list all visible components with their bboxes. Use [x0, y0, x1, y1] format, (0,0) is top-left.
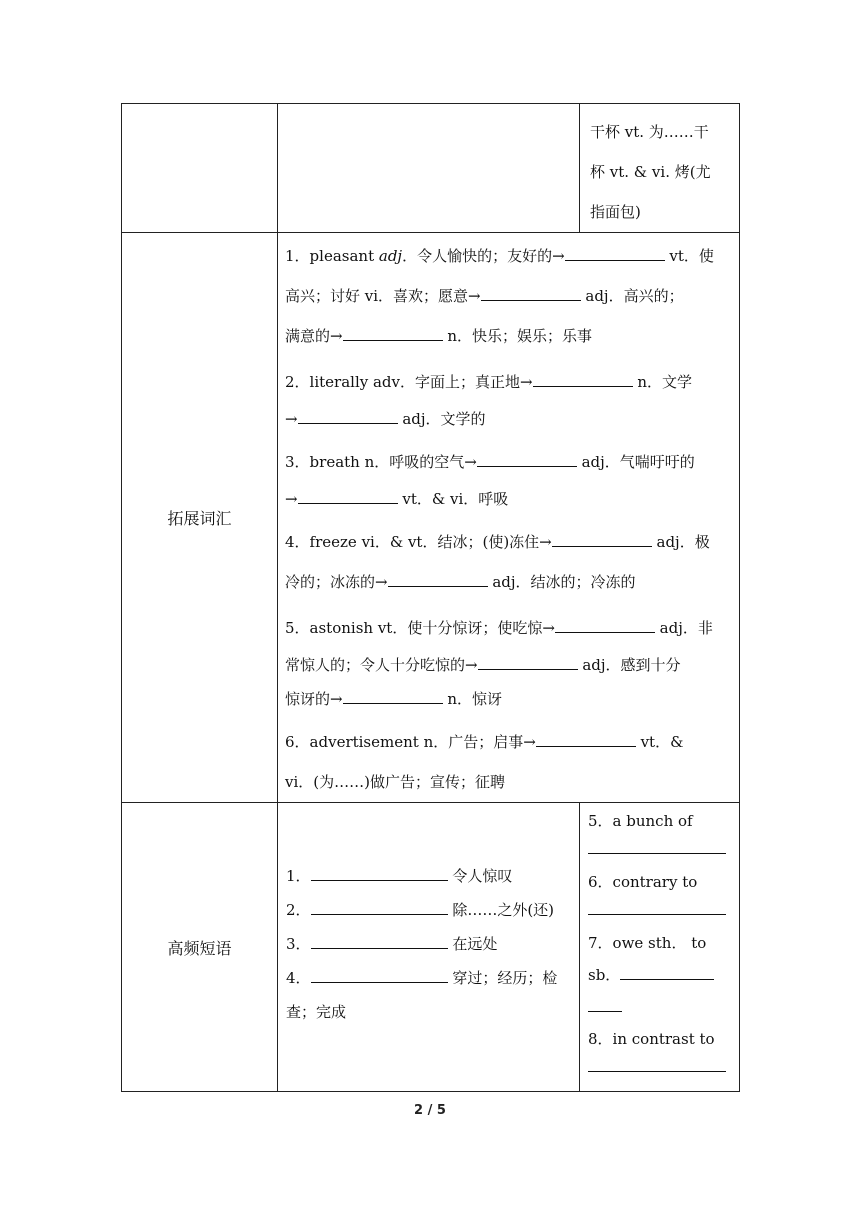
phrase-item-continued: [588, 991, 733, 1023]
answer-blank[interactable]: [588, 997, 622, 1012]
vocab-text: 满意的→: [285, 327, 343, 345]
vocab-text: adj．非: [654, 619, 713, 637]
vocab-line: [285, 562, 733, 602]
vocab-text: vt．& vi．呼吸: [397, 490, 509, 508]
vocab-text: 常惊人的；令人十分吃惊的→: [285, 656, 478, 674]
toast-line: 干杯 vt. 为……干: [590, 123, 709, 141]
vocab-text: vt．使: [664, 247, 714, 265]
answer-blank[interactable]: [588, 1055, 726, 1072]
phrase-item: 1． 令人惊叹: [286, 867, 513, 885]
answer-blank[interactable]: [311, 900, 448, 915]
toast-definition-cell: [580, 104, 740, 233]
vocab-text: ．令人愉快的；友好的→: [402, 247, 565, 265]
vocab-text: 5．astonish vt．使十分惊讶；使吃惊→: [285, 619, 555, 637]
answer-blank[interactable]: [477, 452, 577, 467]
answer-blank[interactable]: [620, 965, 714, 980]
answer-blank[interactable]: [536, 732, 636, 747]
phrase-item-continued: sb．: [588, 959, 733, 991]
answer-blank[interactable]: [311, 866, 448, 881]
vocab-text: adj．文学的: [397, 410, 486, 428]
phrase-item: 6．contrary to: [588, 873, 698, 891]
answer-blank[interactable]: [478, 655, 578, 670]
answer-blank[interactable]: [588, 837, 726, 854]
vocab-text: 4．freeze vi．& vt．结冰；(使)冻住→: [285, 533, 552, 551]
vocab-line: [285, 362, 733, 402]
vocab-line: [285, 522, 733, 562]
vocab-text: adj．结冰的；冷冻的: [487, 573, 636, 591]
phrase-row: [122, 803, 740, 1092]
answer-blank[interactable]: [565, 246, 665, 261]
vocab-text: 惊讶的→: [285, 690, 343, 708]
phrases-right-cell: [580, 803, 740, 1092]
vocab-text: adj．感到十分: [577, 656, 681, 674]
phrase-item: 4． 穿过；经历；检: [286, 969, 558, 987]
phrase-item: 2． 除……之外(还): [286, 901, 555, 919]
phrase-item: 7．owe sth． to: [588, 934, 707, 952]
vocab-text: 冷的；冰冻的→: [285, 573, 388, 591]
vocab-text: vt．&: [635, 733, 684, 751]
toast-line: 指面包): [590, 203, 641, 221]
answer-blank[interactable]: [298, 489, 398, 504]
vocab-text: adj．极: [651, 533, 710, 551]
vocab-text: n．惊讶: [442, 690, 503, 708]
vocab-line: [285, 402, 733, 436]
answer-blank[interactable]: [533, 372, 633, 387]
vocab-line: [285, 276, 733, 316]
top-row-middle-cell: [278, 104, 580, 233]
vocab-text: 3．breath n．呼吸的空气→: [285, 453, 477, 471]
vocab-text: 6．advertisement n．广告；启事→: [285, 733, 536, 751]
top-row-label-cell: [122, 104, 278, 233]
vocab-text: 2．literally adv．字面上；真正地→: [285, 373, 533, 391]
section-label-phrases: 高频短语: [122, 803, 278, 1092]
top-row: [122, 104, 740, 233]
vocab-line: [285, 682, 733, 716]
phrase-item: 8．in contrast to: [588, 1030, 715, 1048]
answer-blank[interactable]: [388, 572, 488, 587]
vocab-text: adj．高兴的；: [580, 287, 684, 305]
page-number: 2 / 5: [414, 1103, 446, 1118]
vocab-text: n．快乐；娱乐；乐事: [442, 327, 593, 345]
vocab-line: [285, 316, 733, 356]
phrase-item: 5．a bunch of: [588, 812, 693, 830]
vocab-line: [285, 762, 733, 802]
vocab-text: adj．气喘吁吁的: [576, 453, 695, 471]
answer-blank[interactable]: [311, 968, 448, 983]
phrase-item: 3． 在远处: [286, 935, 498, 953]
toast-line: 杯 vt. & vi. 烤(尤: [590, 163, 711, 181]
vocab-line: [285, 722, 733, 762]
answer-blank[interactable]: [555, 618, 655, 633]
answer-blank[interactable]: [343, 326, 443, 341]
answer-blank[interactable]: [481, 286, 581, 301]
section-label-vocab: 拓展词汇: [122, 233, 278, 803]
vocab-line: [285, 648, 733, 682]
vocab-text: 1．pleasant: [285, 247, 379, 265]
answer-blank[interactable]: [311, 934, 448, 949]
vocab-line: [285, 236, 733, 276]
vocab-list: [278, 233, 739, 802]
answer-blank[interactable]: [343, 689, 443, 704]
vocab-row: [122, 233, 740, 803]
vocab-line: [285, 608, 733, 648]
vocab-text: 高兴；讨好 vi．喜欢；愿意→: [285, 287, 481, 305]
phrases-left-cell: [278, 803, 580, 1092]
phrase-item-continued: 查；完成: [286, 1003, 347, 1021]
vocab-line: [285, 482, 733, 516]
vocab-text: →: [285, 490, 298, 508]
answer-blank[interactable]: [552, 532, 652, 547]
vocab-text: n．文学: [632, 373, 693, 391]
vocab-line: [285, 442, 733, 482]
vocabulary-table: [121, 103, 740, 1092]
vocab-text: vi．(为……)做广告；宣传；征聘: [285, 773, 505, 791]
vocab-content-cell: [278, 233, 740, 803]
answer-blank[interactable]: [298, 409, 398, 424]
vocab-text: adj: [378, 247, 403, 265]
answer-blank[interactable]: [588, 898, 726, 915]
vocab-text: →: [285, 410, 298, 428]
